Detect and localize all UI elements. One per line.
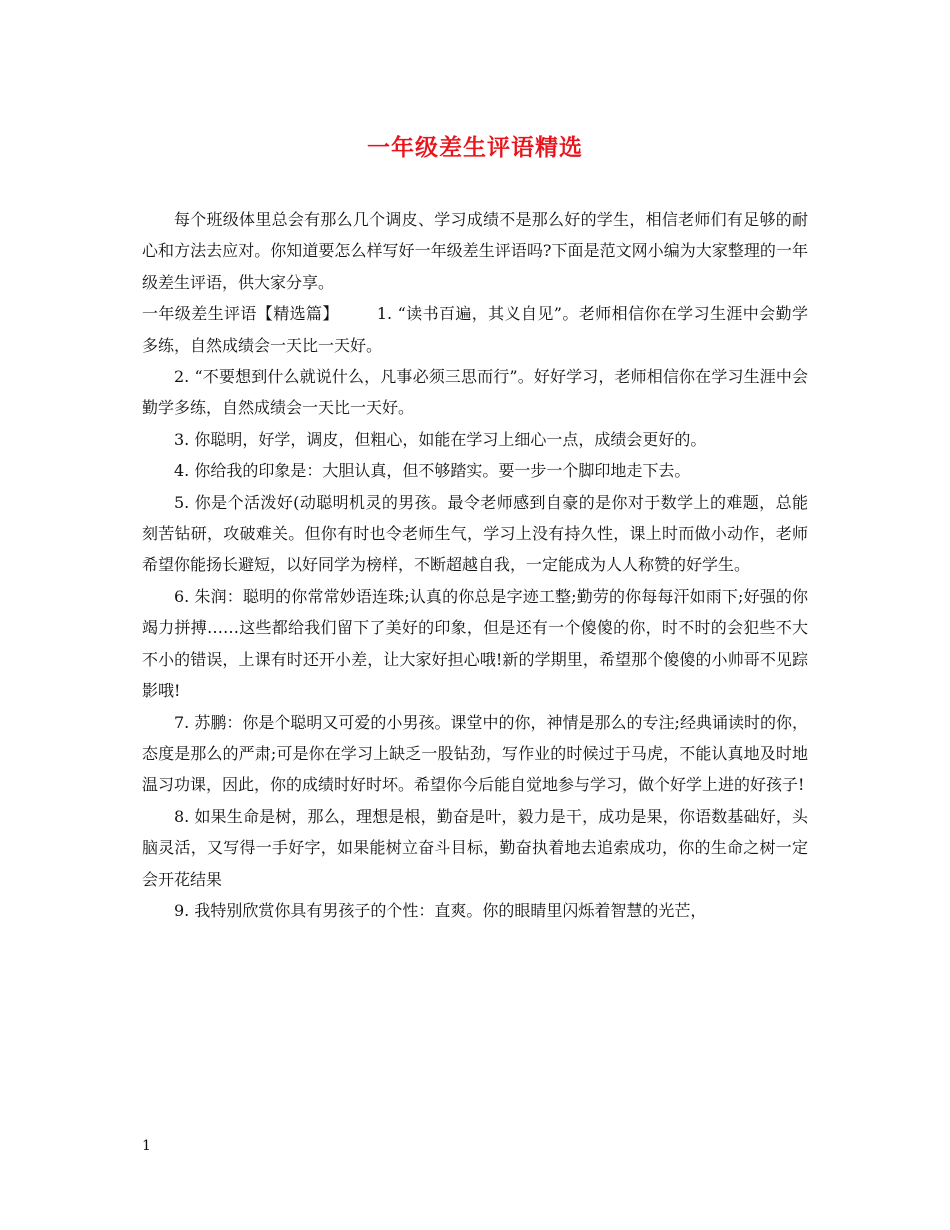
comment-item-6: 6. 朱润：聪明的你常常妙语连珠;认真的你总是字迹工整;勤劳的你每每汗如雨下;好强的你竭力拼搏……这些都给我们留下了美好的印象，但是还有一个傻傻的你，时不时的会犯些不大不小的错误，上课有时还开小差，让大家好担心哦!新的学期里，希望那个傻傻的小帅哥不见踪影哦! — [142, 586, 808, 701]
comment-item-7: 7. 苏鹏：你是个聪明又可爱的小男孩。课堂中的你，神情是那么的专注;经典诵读时的你，态度是那么的严肃;可是你在学习上缺乏一股钻劲，写作业的时候过于马虎，不能认真地及时地温习功课，因此，你的成绩时好时坏。希望你今后能自觉地参与学习，做个好学上进的好孩子! — [142, 712, 808, 795]
page-number: 1 — [142, 1138, 151, 1154]
section-heading: 一年级差生评语【精选篇】 — [142, 304, 339, 324]
comment-item-8: 8. 如果生命是树，那么，理想是根，勤奋是叶，毅力是干，成功是果，你语数基础好，头脑灵活，又写得一手好字，如果能树立奋斗目标，勤奋执着地去追索成功，你的生命之树一定会开花结果 — [142, 806, 808, 889]
comment-item-5: 5. 你是个活泼好(动聪明机灵的男孩。最令老师感到自豪的是你对于数学上的难题，总能刻苦钻研，攻破难关。但你有时也令老师生气，学习上没有持久性，课上时而做小动作，老师希望你能扬长避短，以好同学为榜样，不断超越自我，一定能成为人人称赞的好学生。 — [142, 492, 808, 575]
intro-paragraph: 每个班级体里总会有那么几个调皮、学习成绩不是那么好的学生，相信老师们有足够的耐心和方法去应对。你知道要怎么样写好一年级差生评语吗?下面是范文网小编为大家整理的一年级差生评语，供大家分享。 — [142, 210, 808, 292]
comment-item-3: 3. 你聪明，好学，调皮，但粗心，如能在学习上细心一点，成绩会更好的。 — [174, 429, 707, 449]
comment-item-9: 9. 我特别欣赏你具有男孩子的个性：直爽。你的眼睛里闪烁着智慧的光芒， — [174, 900, 707, 920]
section-paragraph — [142, 298, 808, 361]
page-title: 一年级差生评语精选 — [367, 134, 583, 161]
document-body — [142, 204, 808, 926]
comment-item-2: 2. “不要想到什么就说什么，凡事必须三思而行”。好好学习，老师相信你在学习生涯中会勤学多练，自然成绩会一天比一天好。 — [142, 367, 808, 418]
comment-item-1: 1. “读书百遍，其义自见”。老师相信你在学习生涯中会勤学多练，自然成绩会一天比一天好。 — [142, 304, 808, 355]
comment-item-4: 4. 你给我的印象是：大胆认真，但不够踏实。要一步一个脚印地走下去。 — [174, 461, 691, 481]
